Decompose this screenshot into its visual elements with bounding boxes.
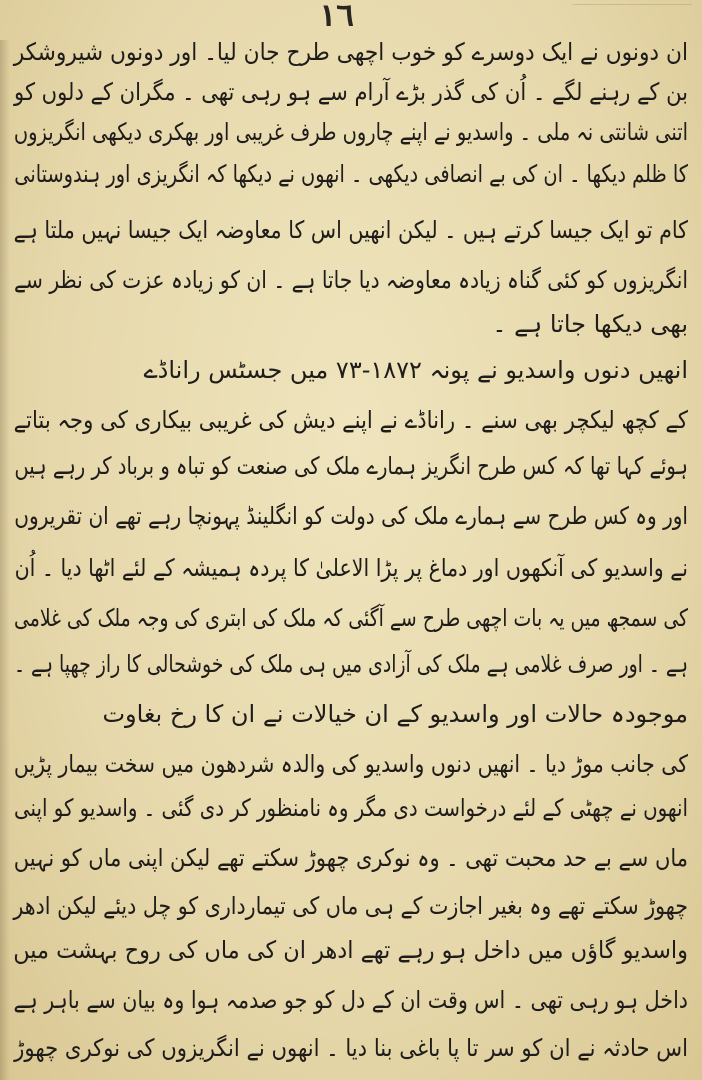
text-line: انھیں دنوں واسدیو نے پونہ ۱۸۷۲-۷۳ میں جسٹس راناڈے <box>143 356 688 384</box>
text-line: کا ظلم دیکھا ۔ ان کی بے انصافی دیکھی ۔ انھوں نے دیکھا کہ انگریزی اور ہندوستانی <box>14 160 688 188</box>
text-line: انھوں نے چھٹی کے لئے درخواست دی مگر وہ نامنظور کر دی گئی ۔ واسدیو کو اپنی <box>14 794 688 822</box>
text-line: اور وہ کس طرح سے ہمارے ملک کی دولت کو انگلینڈ پہونچا رہے تھے ان تقریروں <box>14 502 689 530</box>
text-line: کی جانب موڑ دیا ۔ انھیں دنوں واسدیو کی والدہ شردھون میں سخت بیمار پڑیں <box>13 750 688 778</box>
text-line: ان دونوں نے ایک دوسرے کو خوب اچھی طرح جان لیا۔ اور دونوں شیروشکر <box>13 38 688 66</box>
text-line: داخل ہو رہی تھی ۔ اس وقت ان کے دل کو جو صدمہ ہوا وہ بیان سے باہر ہے <box>13 986 689 1014</box>
page-number: ١٦ <box>317 0 355 34</box>
text-line: کی سمجھ میں یہ بات اچھی طرح سے آگئی کہ ملک کی ابتری کی وجہ ملک کی غلامی <box>14 604 688 632</box>
text-line: انگریزوں کو کئی گناہ زیادہ معاوضہ دیا جاتا ہے ۔ ان کو زیادہ عزت کی نظر سے <box>14 266 688 294</box>
text-line: اتنی شانتی نہ ملی ۔ واسدیو نے اپنے چاروں طرف غریبی اور بھکری دیکھی انگریزوں <box>13 118 688 146</box>
text-line: ماں سے بے حد محبت تھی ۔ وہ نوکری چھوڑ سکتے تھے لیکن اپنی ماں کو نہیں <box>13 844 688 872</box>
text-line: موجودہ حالات اور واسدیو کے ان خیالات نے ان کا رخ بغاوت <box>102 700 688 728</box>
text-line: بھی دیکھا جاتا ہے ۔ <box>492 310 688 338</box>
text-line: ہوئے کہا تھا کہ کس طرح انگریز ہمارے ملک کی صنعت کو تباہ و برباد کر رہے ہیں <box>14 452 688 480</box>
text-line: اس حادثہ نے ان کو سر تا پا باغی بنا دیا ۔ انھوں نے انگریزوں کی نوکری چھوڑ <box>14 1034 688 1062</box>
text-line: نے واسدیو کی آنکھوں اور دماغ پر پڑا الاعلیٰ کا پردہ ہمیشہ کے لئے اٹھا دیا ۔ اُن <box>14 554 689 582</box>
text-line: کام تو ایک جیسا کرتے ہیں ۔ لیکن انھیں اس کا معاوضہ ایک جیسا نہیں ملتا ہے <box>13 216 688 244</box>
binding-shadow <box>0 40 10 1080</box>
text-line: واسدیو گاؤں میں داخل ہو رہے تھے ادھر ان کی ماں کی روح بہشت میں <box>13 936 689 964</box>
text-line: کے کچھ لیکچر بھی سنے ۔ راناڈے نے اپنے دیش کی غریبی بیکاری کی وجہ بتاتے <box>13 406 689 434</box>
text-line: ہے ۔ اور صرف غلامی ہے ملک کی آزادی میں ہی ملک کی خوشحالی کا راز چھپا ہے ۔ <box>13 650 688 678</box>
page-corner-mark <box>572 4 692 35</box>
text-line: چھوڑ سکتے تھے وہ بغیر اجازت کے ہی ماں کی تیمارداری کو چل دیئے لیکن ادھر <box>13 892 689 920</box>
text-line: بن کے رہنے لگے ۔ اُن کی گذر بڑے آرام سے ہو رہی تھی ۔ مگران کے دلوں کو <box>14 78 688 106</box>
